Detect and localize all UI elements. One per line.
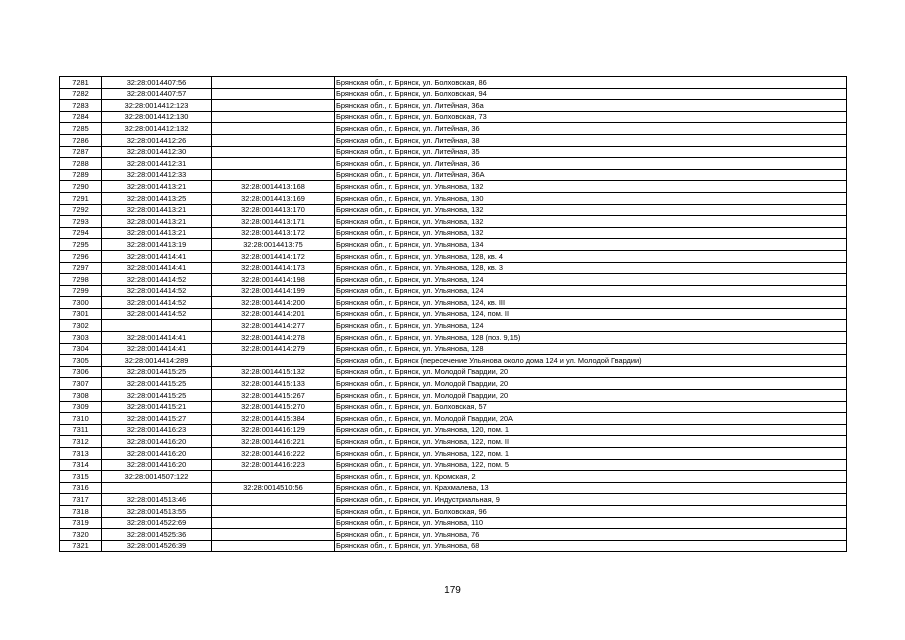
row-number-cell: 7293 — [60, 216, 102, 228]
address-cell: Брянская обл., г. Брянск, ул. Ульянова, 128 — [335, 343, 847, 355]
address-cell: Брянская обл., г. Брянск, ул. Индустриальная, 9 — [335, 494, 847, 506]
table-row — [60, 332, 847, 344]
table-row — [60, 494, 847, 506]
table-row — [60, 123, 847, 135]
land-parcel-number-cell: 32:28:0014415:25 — [102, 390, 212, 402]
land-parcel-number-cell: 32:28:0014413:25 — [102, 192, 212, 204]
address-cell: Брянская обл., г. Брянск, ул. Болховская, 57 — [335, 401, 847, 413]
address-cell: Брянская обл., г. Брянск, ул. Болховская, 86 — [335, 77, 847, 89]
land-parcel-number-cell: 32:28:0014412:30 — [102, 146, 212, 158]
row-number-cell: 7314 — [60, 459, 102, 471]
row-number-cell: 7296 — [60, 250, 102, 262]
land-parcel-number-cell: 32:28:0014413:19 — [102, 239, 212, 251]
address-cell: Брянская обл., г. Брянск, ул. Ульянова, 128 (поз. 9,15) — [335, 332, 847, 344]
address-cell: Брянская обл., г. Брянск, ул. Болховская, 94 — [335, 88, 847, 100]
table-row — [60, 169, 847, 181]
land-parcel-number-cell: 32:28:0014407:56 — [102, 77, 212, 89]
address-cell: Брянская обл., г. Брянск, ул. Ульянова, 124 — [335, 285, 847, 297]
land-parcel-number-cell: 32:28:0014407:57 — [102, 88, 212, 100]
land-parcel-number-cell: 32:28:0014413:21 — [102, 216, 212, 228]
address-cell: Брянская обл., г. Брянск, ул. Молодой Гвардии, 20А — [335, 413, 847, 425]
building-number-cell — [212, 111, 335, 123]
table-row — [60, 366, 847, 378]
address-cell: Брянская обл., г. Брянск, ул. Ульянова, 128, кв. 4 — [335, 250, 847, 262]
row-number-cell: 7282 — [60, 88, 102, 100]
row-number-cell: 7315 — [60, 471, 102, 483]
building-number-cell: 32:28:0014413:75 — [212, 239, 335, 251]
table-row — [60, 471, 847, 483]
table-row — [60, 378, 847, 390]
building-number-cell — [212, 88, 335, 100]
row-number-cell: 7284 — [60, 111, 102, 123]
address-cell: Брянская обл., г. Брянск, ул. Болховская, 73 — [335, 111, 847, 123]
table-row — [60, 134, 847, 146]
land-parcel-number-cell: 32:28:0014416:20 — [102, 448, 212, 460]
land-parcel-number-cell: 32:28:0014413:21 — [102, 227, 212, 239]
table-row — [60, 448, 847, 460]
land-parcel-number-cell: 32:28:0014414:289 — [102, 355, 212, 367]
building-number-cell: 32:28:0014414:199 — [212, 285, 335, 297]
table-row — [60, 413, 847, 425]
address-cell: Брянская обл., г. Брянск, ул. Ульянова, 130 — [335, 192, 847, 204]
building-number-cell: 32:28:0014415:267 — [212, 390, 335, 402]
table-row — [60, 482, 847, 494]
table-row — [60, 262, 847, 274]
address-cell: Брянская обл., г. Брянск (пересечение Ульянова около дома 124 и ул. Молодой Гвардии) — [335, 355, 847, 367]
building-number-cell: 32:28:0014416:222 — [212, 448, 335, 460]
table-row — [60, 459, 847, 471]
land-parcel-number-cell: 32:28:0014414:52 — [102, 274, 212, 286]
table-row — [60, 216, 847, 228]
building-number-cell: 32:28:0014415:384 — [212, 413, 335, 425]
building-number-cell — [212, 100, 335, 112]
row-number-cell: 7290 — [60, 181, 102, 193]
building-number-cell: 32:28:0014413:171 — [212, 216, 335, 228]
land-parcel-number-cell — [102, 320, 212, 332]
records-table — [59, 76, 847, 552]
land-parcel-number-cell: 32:28:0014414:52 — [102, 297, 212, 309]
building-number-cell: 32:28:0014413:172 — [212, 227, 335, 239]
table-row — [60, 320, 847, 332]
address-cell: Брянская обл., г. Брянск, ул. Молодой Гвардии, 20 — [335, 390, 847, 402]
land-parcel-number-cell: 32:28:0014416:20 — [102, 436, 212, 448]
row-number-cell: 7288 — [60, 158, 102, 170]
building-number-cell: 32:28:0014413:169 — [212, 192, 335, 204]
land-parcel-number-cell: 32:28:0014412:33 — [102, 169, 212, 181]
building-number-cell: 32:28:0014413:168 — [212, 181, 335, 193]
row-number-cell: 7283 — [60, 100, 102, 112]
building-number-cell: 32:28:0014414:198 — [212, 274, 335, 286]
address-cell: Брянская обл., г. Брянск, ул. Ульянова, 132 — [335, 181, 847, 193]
building-number-cell: 32:28:0014415:270 — [212, 401, 335, 413]
building-number-cell — [212, 529, 335, 541]
address-cell: Брянская обл., г. Брянск, ул. Литейная, 36 — [335, 158, 847, 170]
building-number-cell: 32:28:0014413:170 — [212, 204, 335, 216]
building-number-cell — [212, 517, 335, 529]
building-number-cell — [212, 540, 335, 552]
row-number-cell: 7312 — [60, 436, 102, 448]
table-row — [60, 100, 847, 112]
row-number-cell: 7292 — [60, 204, 102, 216]
address-cell: Брянская обл., г. Брянск, ул. Литейная, 36А — [335, 169, 847, 181]
row-number-cell: 7313 — [60, 448, 102, 460]
row-number-cell: 7316 — [60, 482, 102, 494]
building-number-cell: 32:28:0014415:132 — [212, 366, 335, 378]
table-row — [60, 77, 847, 89]
row-number-cell: 7307 — [60, 378, 102, 390]
row-number-cell: 7321 — [60, 540, 102, 552]
row-number-cell: 7317 — [60, 494, 102, 506]
row-number-cell: 7281 — [60, 77, 102, 89]
address-cell: Брянская обл., г. Брянск, ул. Литейная, 36 — [335, 123, 847, 135]
table-row — [60, 308, 847, 320]
address-cell: Брянская обл., г. Брянск, ул. Ульянова, 124, пом. II — [335, 308, 847, 320]
address-cell: Брянская обл., г. Брянск, ул. Ульянова, 132 — [335, 216, 847, 228]
land-parcel-number-cell: 32:28:0014413:21 — [102, 204, 212, 216]
building-number-cell: 32:28:0014414:277 — [212, 320, 335, 332]
table-row — [60, 355, 847, 367]
building-number-cell: 32:28:0014414:279 — [212, 343, 335, 355]
row-number-cell: 7295 — [60, 239, 102, 251]
row-number-cell: 7298 — [60, 274, 102, 286]
table-row — [60, 517, 847, 529]
row-number-cell: 7318 — [60, 505, 102, 517]
table-row — [60, 390, 847, 402]
building-number-cell: 32:28:0014510:56 — [212, 482, 335, 494]
building-number-cell: 32:28:0014414:172 — [212, 250, 335, 262]
row-number-cell: 7297 — [60, 262, 102, 274]
address-cell: Брянская обл., г. Брянск, ул. Ульянова, 128, кв. 3 — [335, 262, 847, 274]
table-row — [60, 274, 847, 286]
row-number-cell: 7320 — [60, 529, 102, 541]
building-number-cell: 32:28:0014416:129 — [212, 424, 335, 436]
row-number-cell: 7287 — [60, 146, 102, 158]
row-number-cell: 7285 — [60, 123, 102, 135]
address-cell: Брянская обл., г. Брянск, ул. Молодой Гвардии, 20 — [335, 378, 847, 390]
table-row — [60, 250, 847, 262]
land-parcel-number-cell: 32:28:0014415:21 — [102, 401, 212, 413]
building-number-cell: 32:28:0014414:173 — [212, 262, 335, 274]
building-number-cell: 32:28:0014414:200 — [212, 297, 335, 309]
building-number-cell — [212, 123, 335, 135]
land-parcel-number-cell: 32:28:0014416:20 — [102, 459, 212, 471]
land-parcel-number-cell: 32:28:0014414:41 — [102, 343, 212, 355]
land-parcel-number-cell: 32:28:0014412:31 — [102, 158, 212, 170]
land-parcel-number-cell: 32:28:0014414:41 — [102, 332, 212, 344]
table-row — [60, 181, 847, 193]
land-parcel-number-cell: 32:28:0014526:39 — [102, 540, 212, 552]
building-number-cell — [212, 169, 335, 181]
table-row — [60, 285, 847, 297]
address-cell: Брянская обл., г. Брянск, ул. Ульянова, 124 — [335, 274, 847, 286]
row-number-cell: 7291 — [60, 192, 102, 204]
address-cell: Брянская обл., г. Брянск, ул. Крахмалева, 13 — [335, 482, 847, 494]
page-number: 179 — [444, 585, 461, 596]
land-parcel-number-cell: 32:28:0014415:25 — [102, 378, 212, 390]
row-number-cell: 7305 — [60, 355, 102, 367]
row-number-cell: 7308 — [60, 390, 102, 402]
building-number-cell — [212, 158, 335, 170]
land-parcel-number-cell: 32:28:0014507:122 — [102, 471, 212, 483]
address-cell: Брянская обл., г. Брянск, ул. Литейная, 38 — [335, 134, 847, 146]
table-row — [60, 158, 847, 170]
building-number-cell — [212, 494, 335, 506]
building-number-cell — [212, 77, 335, 89]
land-parcel-number-cell: 32:28:0014414:41 — [102, 262, 212, 274]
address-cell: Брянская обл., г. Брянск, ул. Ульянова, 68 — [335, 540, 847, 552]
address-cell: Брянская обл., г. Брянск, ул. Ульянова, 132 — [335, 204, 847, 216]
building-number-cell — [212, 146, 335, 158]
table-row — [60, 343, 847, 355]
row-number-cell: 7294 — [60, 227, 102, 239]
row-number-cell: 7311 — [60, 424, 102, 436]
land-parcel-number-cell: 32:28:0014412:26 — [102, 134, 212, 146]
building-number-cell: 32:28:0014414:201 — [212, 308, 335, 320]
address-cell: Брянская обл., г. Брянск, ул. Литейная, 35 — [335, 146, 847, 158]
land-parcel-number-cell: 32:28:0014525:36 — [102, 529, 212, 541]
address-cell: Брянская обл., г. Брянск, ул. Молодой Гвардии, 20 — [335, 366, 847, 378]
land-parcel-number-cell: 32:28:0014416:23 — [102, 424, 212, 436]
row-number-cell: 7286 — [60, 134, 102, 146]
building-number-cell — [212, 471, 335, 483]
table-row — [60, 401, 847, 413]
land-parcel-number-cell: 32:28:0014412:130 — [102, 111, 212, 123]
table-row — [60, 192, 847, 204]
address-cell: Брянская обл., г. Брянск, ул. Ульянова, 122, пом. 1 — [335, 448, 847, 460]
land-parcel-number-cell: 32:28:0014415:25 — [102, 366, 212, 378]
land-parcel-number-cell: 32:28:0014414:52 — [102, 285, 212, 297]
building-number-cell — [212, 134, 335, 146]
address-cell: Брянская обл., г. Брянск, ул. Ульянова, 124, кв. III — [335, 297, 847, 309]
land-parcel-number-cell: 32:28:0014414:41 — [102, 250, 212, 262]
land-parcel-number-cell: 32:28:0014413:21 — [102, 181, 212, 193]
address-cell: Брянская обл., г. Брянск, ул. Ульянова, 134 — [335, 239, 847, 251]
address-cell: Брянская обл., г. Брянск, ул. Ульянова, 132 — [335, 227, 847, 239]
building-number-cell — [212, 505, 335, 517]
address-cell: Брянская обл., г. Брянск, ул. Ульянова, 120, пом. 1 — [335, 424, 847, 436]
building-number-cell — [212, 355, 335, 367]
building-number-cell: 32:28:0014415:133 — [212, 378, 335, 390]
address-cell: Брянская обл., г. Брянск, ул. Ульянова, 124 — [335, 320, 847, 332]
table-row — [60, 424, 847, 436]
table-row — [60, 505, 847, 517]
row-number-cell: 7302 — [60, 320, 102, 332]
address-cell: Брянская обл., г. Брянск, ул. Ульянова, 122, пом. 5 — [335, 459, 847, 471]
land-parcel-number-cell — [102, 482, 212, 494]
table-row — [60, 204, 847, 216]
table-row — [60, 227, 847, 239]
building-number-cell: 32:28:0014416:221 — [212, 436, 335, 448]
land-parcel-number-cell: 32:28:0014513:46 — [102, 494, 212, 506]
row-number-cell: 7306 — [60, 366, 102, 378]
address-cell: Брянская обл., г. Брянск, ул. Ульянова, 110 — [335, 517, 847, 529]
row-number-cell: 7303 — [60, 332, 102, 344]
table-row — [60, 146, 847, 158]
land-parcel-number-cell: 32:28:0014414:52 — [102, 308, 212, 320]
address-cell: Брянская обл., г. Брянск, ул. Болховская, 96 — [335, 505, 847, 517]
table-row — [60, 297, 847, 309]
row-number-cell: 7301 — [60, 308, 102, 320]
building-number-cell: 32:28:0014414:278 — [212, 332, 335, 344]
row-number-cell: 7300 — [60, 297, 102, 309]
land-parcel-number-cell: 32:28:0014412:132 — [102, 123, 212, 135]
row-number-cell: 7309 — [60, 401, 102, 413]
building-number-cell: 32:28:0014416:223 — [212, 459, 335, 471]
records-table-body — [60, 77, 847, 552]
address-cell: Брянская обл., г. Брянск, ул. Кромская, 2 — [335, 471, 847, 483]
row-number-cell: 7304 — [60, 343, 102, 355]
address-cell: Брянская обл., г. Брянск, ул. Литейная, 36а — [335, 100, 847, 112]
table-row — [60, 529, 847, 541]
address-cell: Брянская обл., г. Брянск, ул. Ульянова, 76 — [335, 529, 847, 541]
row-number-cell: 7319 — [60, 517, 102, 529]
table-row — [60, 111, 847, 123]
row-number-cell: 7299 — [60, 285, 102, 297]
row-number-cell: 7289 — [60, 169, 102, 181]
land-parcel-number-cell: 32:28:0014412:123 — [102, 100, 212, 112]
table-row — [60, 540, 847, 552]
address-cell: Брянская обл., г. Брянск, ул. Ульянова, 122, пом. II — [335, 436, 847, 448]
table-row — [60, 88, 847, 100]
row-number-cell: 7310 — [60, 413, 102, 425]
land-parcel-number-cell: 32:28:0014513:55 — [102, 505, 212, 517]
table-row — [60, 436, 847, 448]
table-row — [60, 239, 847, 251]
land-parcel-number-cell: 32:28:0014522:69 — [102, 517, 212, 529]
land-parcel-number-cell: 32:28:0014415:27 — [102, 413, 212, 425]
